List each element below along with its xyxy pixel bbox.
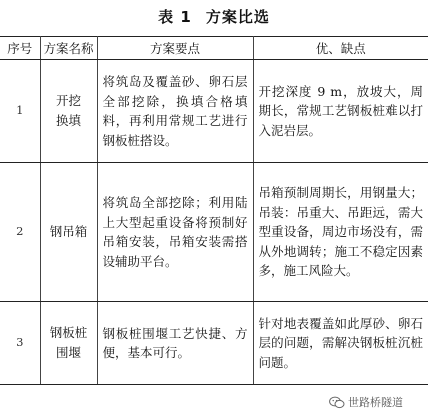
- scheme-name-line: 钢板桩: [49, 325, 88, 340]
- table-title: 方案比选: [205, 8, 270, 26]
- row-pros-cons: 吊箱预制周期长，用钢量大；吊装：吊重大、吊距远，需大型重设备，周边市场没有，需从外地调转；施工不稳定因素多，施工风险大。: [253, 163, 428, 302]
- table-number: 表 1: [158, 8, 192, 26]
- watermark: [327, 392, 405, 412]
- row-index: 3: [0, 302, 40, 385]
- watermark-text: 世路桥隧道: [348, 396, 403, 409]
- scheme-name-line: 围堰: [55, 345, 81, 360]
- row-key-points: 钢板桩围堰工艺快捷、方便，基本可行。: [97, 302, 253, 385]
- row-pros-cons: 针对地表覆盖如此厚砂、卵石层的问题，需解决钢板桩沉桩问题。: [253, 302, 428, 385]
- row-scheme-name: [40, 302, 97, 385]
- row-key-points: 将筑岛全部挖除；利用陆上大型起重设备将预制好吊箱安装，吊箱安装需搭设辅助平台。: [97, 163, 253, 302]
- row-scheme-name: [40, 60, 97, 163]
- wechat-icon: [329, 396, 345, 409]
- header-index: 序号: [0, 37, 40, 60]
- row-scheme-name: [40, 163, 97, 302]
- row-pros-cons: 开挖深度 9 m，放坡大，周期长，常规工艺钢板桩难以打入泥岩层。: [253, 60, 428, 163]
- table-row: [0, 163, 428, 302]
- table-caption: [0, 6, 428, 27]
- table-row: [0, 60, 428, 163]
- scheme-comparison-table: [0, 36, 428, 385]
- header-pros-cons: 优、缺点: [253, 37, 428, 60]
- table-header-row: [0, 37, 428, 60]
- row-index: 2: [0, 163, 40, 302]
- scheme-name-line: 开挖: [55, 93, 81, 108]
- table-row: [0, 302, 428, 385]
- row-index: 1: [0, 60, 40, 163]
- header-key-points: 方案要点: [97, 37, 253, 60]
- scheme-name-line: 钢吊箱: [49, 224, 88, 239]
- scheme-name-line: 换填: [55, 113, 81, 128]
- row-key-points: 将筑岛及覆盖砂、卵石层全部挖除，换填合格填料，再利用常规工艺进行钢板桩搭设。: [97, 60, 253, 163]
- header-scheme-name: 方案名称: [40, 37, 97, 60]
